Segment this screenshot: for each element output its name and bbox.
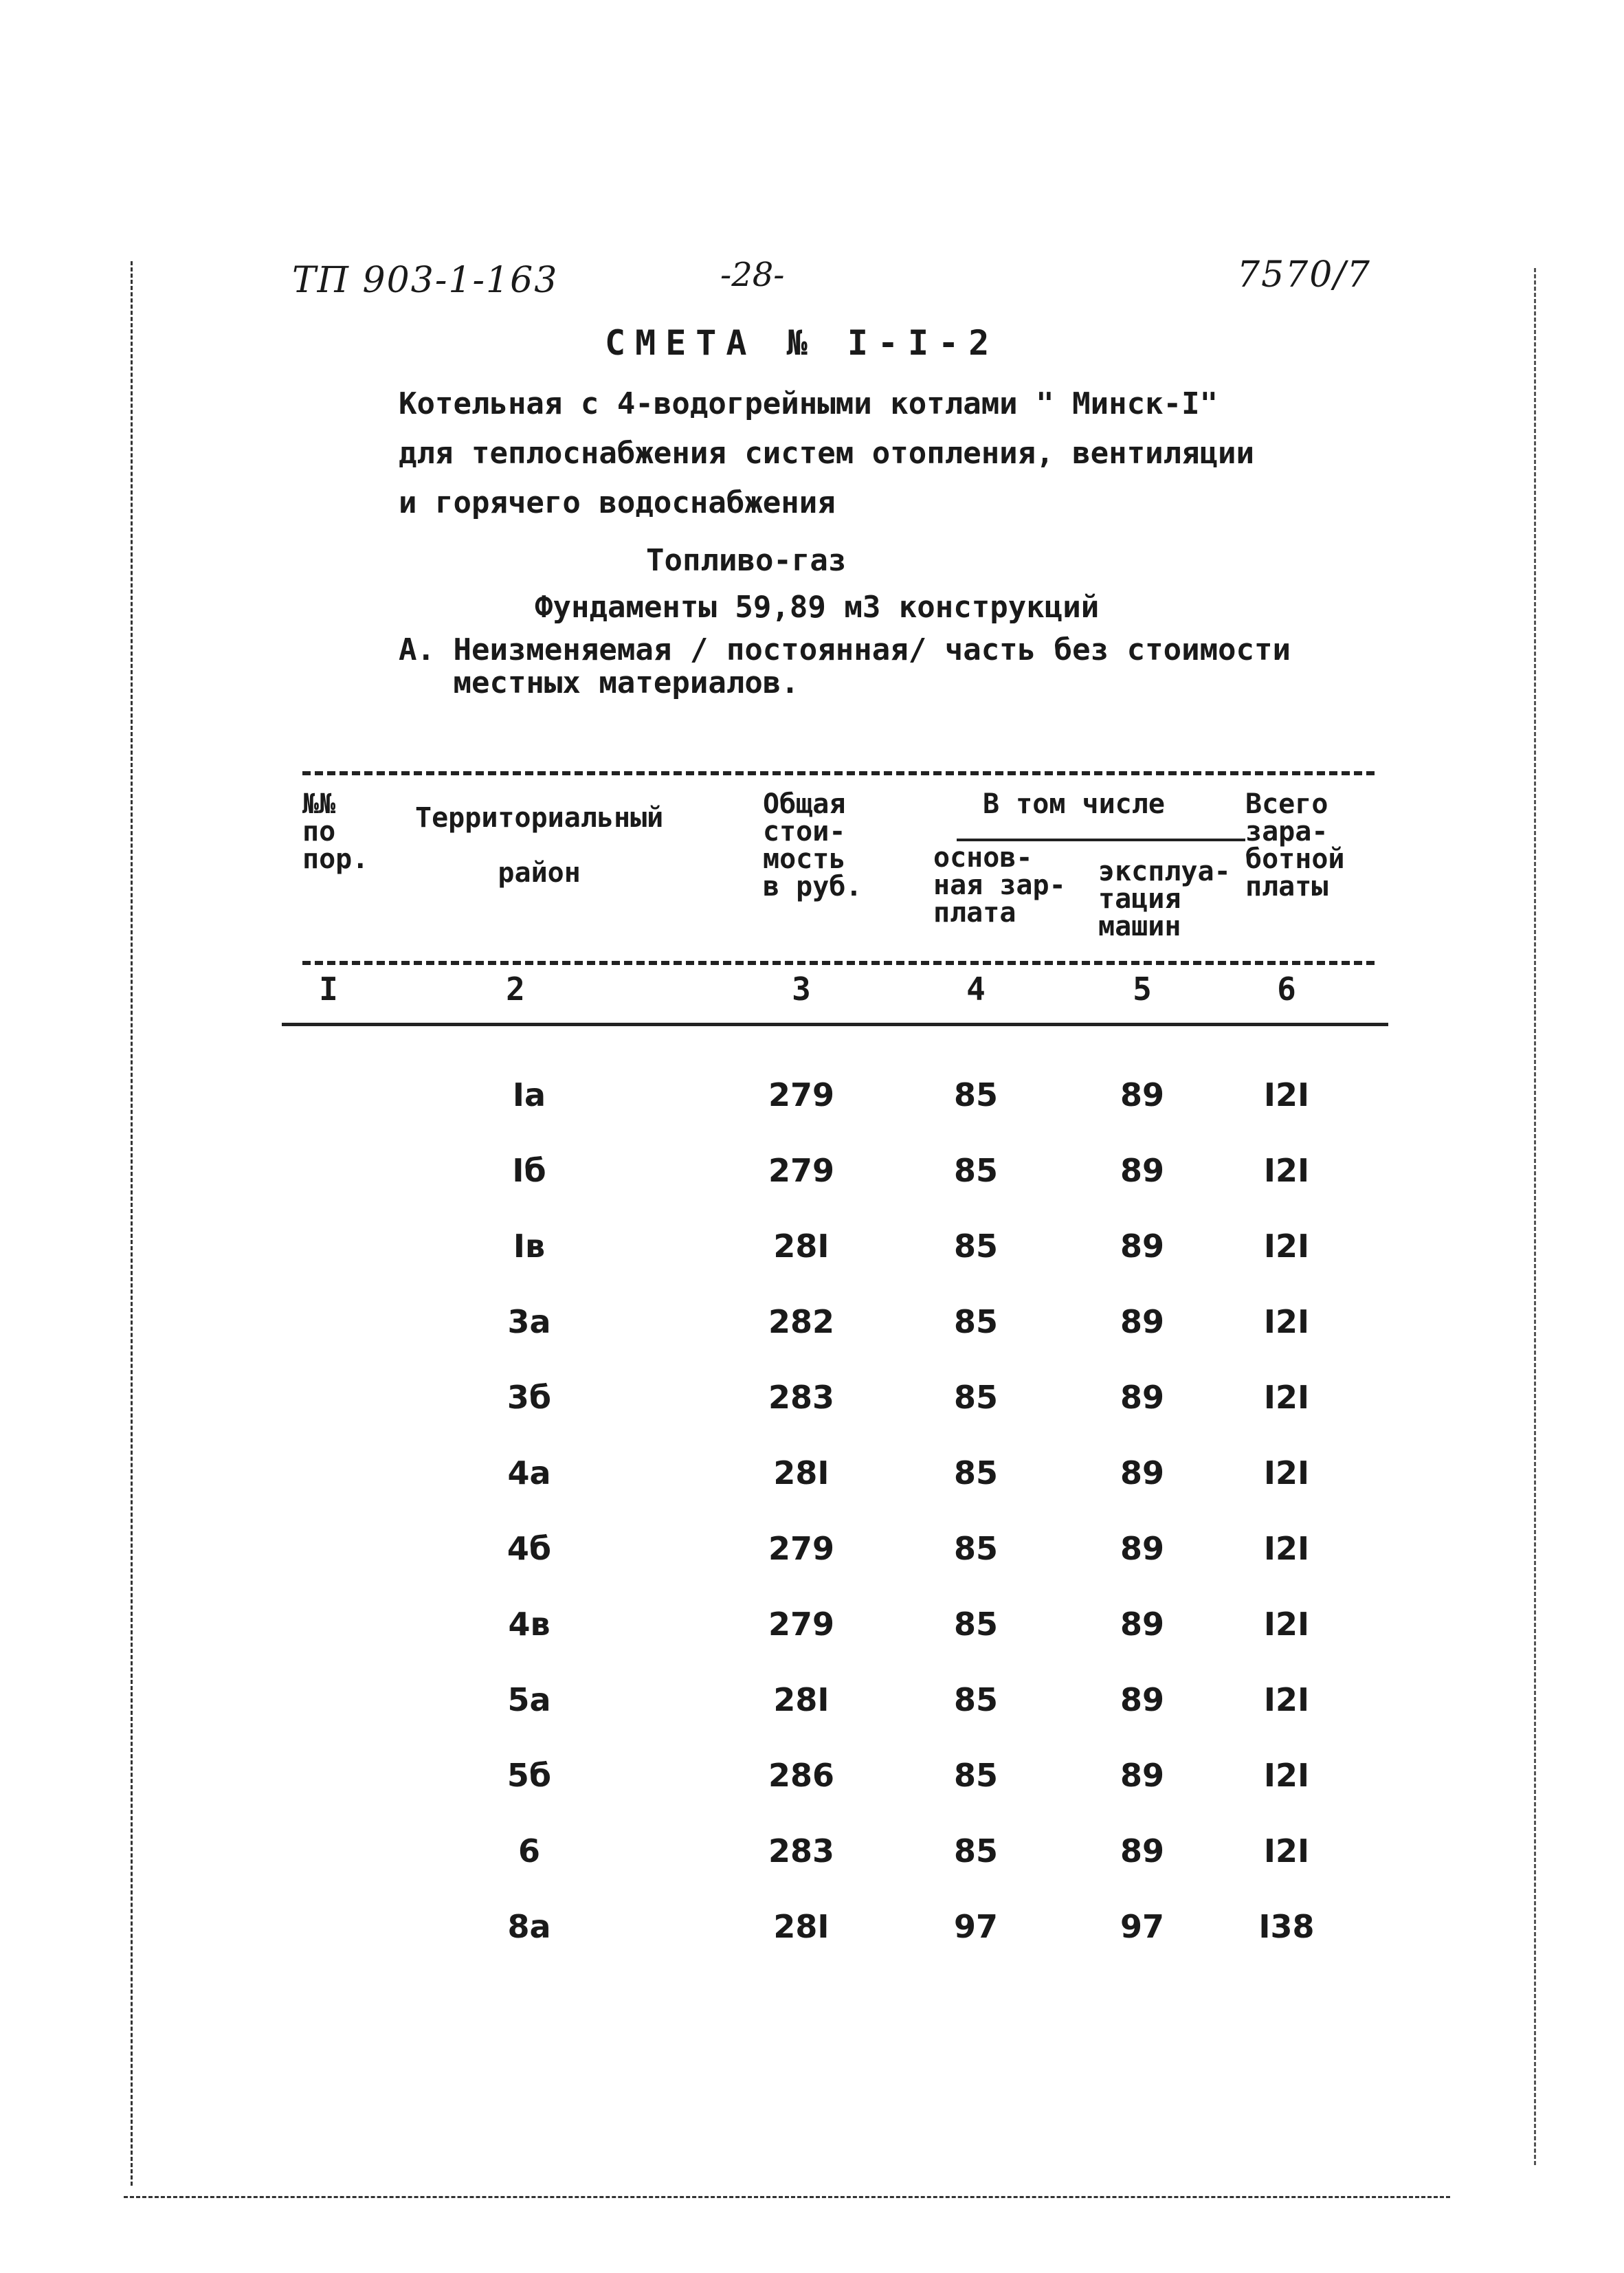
column-number-2: 2 [506, 971, 525, 1008]
header-base-wage: основ- ная зар- плата [933, 842, 1066, 929]
cell-all-wages: I2I [1263, 1076, 1310, 1113]
estimate-title: СМЕТА № I-I-2 [605, 323, 999, 363]
cell-machines: 89 [1120, 1076, 1164, 1113]
right-dashed-border [1534, 268, 1536, 2165]
cell-total: 28I [773, 1454, 830, 1492]
cell-region: 6 [518, 1832, 540, 1870]
group-underline [957, 839, 1245, 841]
cell-total: 279 [768, 1076, 835, 1113]
cell-machines: 89 [1120, 1681, 1164, 1718]
cell-machines: 89 [1120, 1303, 1164, 1340]
cell-machines: 89 [1120, 1832, 1164, 1870]
cell-all-wages: I38 [1258, 1908, 1315, 1945]
column-number-1: I [319, 971, 338, 1008]
cell-wage: 85 [953, 1757, 998, 1794]
cell-region: 4а [507, 1454, 551, 1492]
cell-total: 283 [768, 1832, 835, 1870]
header-machine-operation: эксплуа- тация машин [1098, 856, 1231, 942]
cell-wage: 85 [953, 1681, 998, 1718]
column-number-4: 4 [966, 971, 986, 1008]
column-number-3: 3 [792, 971, 811, 1008]
cell-total: 279 [768, 1530, 835, 1567]
cell-machines: 89 [1120, 1379, 1164, 1416]
cell-machines: 97 [1120, 1908, 1164, 1945]
section-a-heading [399, 634, 1291, 700]
cell-machines: 89 [1120, 1757, 1164, 1794]
cell-wage: 85 [953, 1076, 998, 1113]
cell-wage: 85 [953, 1152, 998, 1189]
description-line-2: для теплоснабжения систем отопления, вентиляции [399, 436, 1255, 471]
cell-machines: 89 [1120, 1454, 1164, 1492]
description-line-1: Котельная с 4-водогрейными котлами " Минск-I" [399, 386, 1219, 421]
cell-wage: 85 [953, 1454, 998, 1492]
cell-all-wages: I2I [1263, 1530, 1310, 1567]
cell-wage: 85 [953, 1303, 998, 1340]
cell-region: Iа [512, 1076, 546, 1113]
archive-number: 7570/7 [1237, 254, 1371, 296]
cell-region: 5б [507, 1757, 552, 1794]
table-top-rule [302, 771, 1375, 775]
section-a-line-1: А. Неизменяемая / постоянная/ часть без стоимости [399, 632, 1291, 667]
left-dashed-border [131, 261, 133, 2186]
cell-wage: 85 [953, 1228, 998, 1265]
cell-wage: 85 [953, 1832, 998, 1870]
cell-total: 279 [768, 1152, 835, 1189]
cell-total: 286 [768, 1757, 835, 1794]
cell-wage: 85 [953, 1530, 998, 1567]
cell-region: 8а [507, 1908, 551, 1945]
cell-all-wages: I2I [1263, 1303, 1310, 1340]
cell-total: 28I [773, 1681, 830, 1718]
cell-region: Iб [512, 1152, 546, 1189]
cell-total: 28I [773, 1908, 830, 1945]
table-header-rule [302, 961, 1375, 965]
cell-all-wages: I2I [1263, 1681, 1310, 1718]
column-number-6: 6 [1277, 971, 1296, 1008]
cell-region: 3а [507, 1303, 551, 1340]
cell-total: 282 [768, 1303, 835, 1340]
cell-wage: 85 [953, 1379, 998, 1416]
cell-machines: 89 [1120, 1228, 1164, 1265]
cell-region: 4в [508, 1606, 550, 1643]
cell-total: 28I [773, 1228, 830, 1265]
cell-all-wages: I2I [1263, 1379, 1310, 1416]
cell-machines: 89 [1120, 1530, 1164, 1567]
cell-all-wages: I2I [1263, 1757, 1310, 1794]
foundation-volume: Фундаменты 59,89 м3 конструкций [535, 590, 1100, 625]
cell-all-wages: I2I [1263, 1152, 1310, 1189]
bottom-dashed-border [124, 2196, 1450, 2198]
header-total-wages: Всего зара- ботной платы [1245, 788, 1345, 902]
cell-wage: 97 [953, 1908, 998, 1945]
cell-all-wages: I2I [1263, 1832, 1310, 1870]
table-header-bottom-rule [282, 1023, 1388, 1026]
cell-total: 279 [768, 1606, 835, 1643]
page-number: -28- [720, 256, 785, 294]
cell-all-wages: I2I [1263, 1606, 1310, 1643]
cell-machines: 89 [1120, 1606, 1164, 1643]
cell-total: 283 [768, 1379, 835, 1416]
fuel-type: Топливо-газ [646, 543, 847, 578]
header-num: №№ по пор. [302, 788, 369, 875]
cell-region: 3б [507, 1379, 552, 1416]
cell-region: 5а [507, 1681, 551, 1718]
cell-all-wages: I2I [1263, 1228, 1310, 1265]
cell-wage: 85 [953, 1606, 998, 1643]
cell-machines: 89 [1120, 1152, 1164, 1189]
header-total-cost: Общая стои- мость в руб. [763, 788, 863, 902]
cell-all-wages: I2I [1263, 1454, 1310, 1492]
cell-region: 4б [507, 1530, 552, 1567]
document-code: ТП 903-1-163 [292, 260, 559, 301]
section-a-line-2: местных материалов. [399, 665, 799, 700]
description-line-3: и горячего водоснабжения [399, 485, 836, 520]
header-group-including: В том числе [983, 788, 1165, 820]
header-region: Территориальный район [415, 802, 664, 889]
cell-region: Iв [513, 1228, 546, 1265]
column-number-5: 5 [1133, 971, 1152, 1008]
